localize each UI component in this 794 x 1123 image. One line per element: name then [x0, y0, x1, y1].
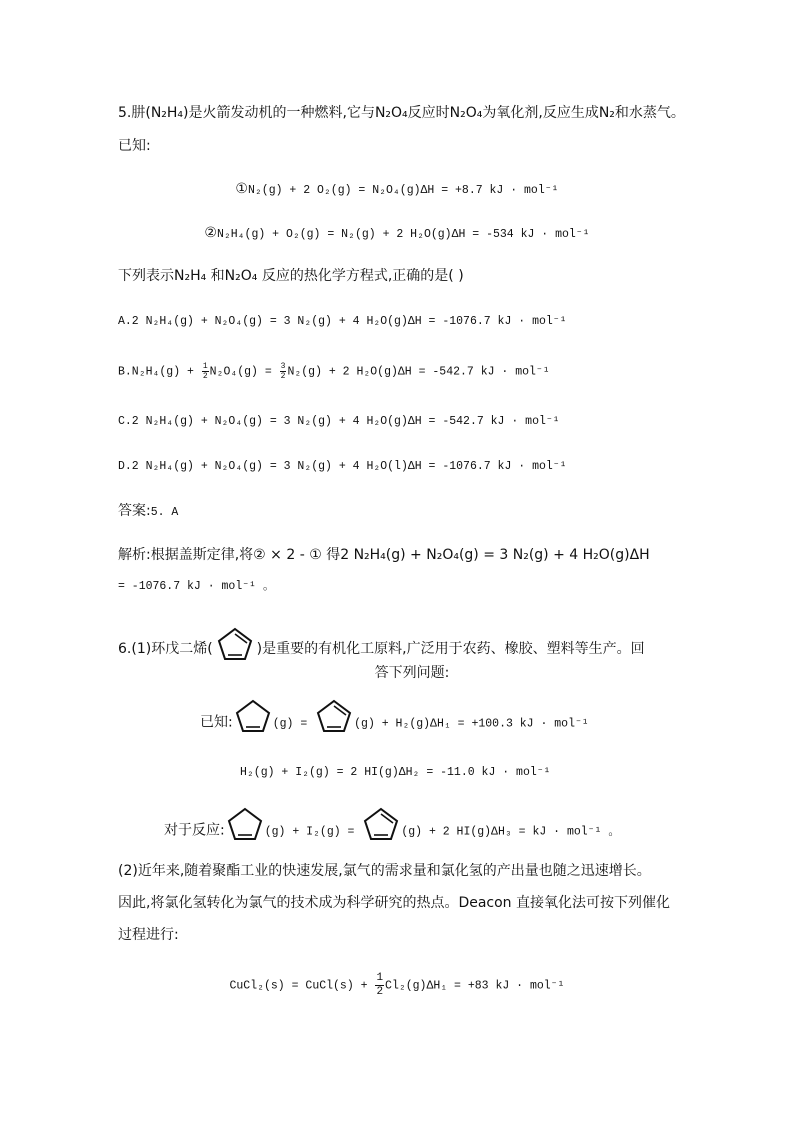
answer-label: 答案: — [118, 503, 151, 519]
q5-analysis-line1: 解析:根据盖斯定律,将② × 2 - ① 得2 N₂H₄(g) + N₂O₄(g) = 3 N₂(g) + 4 H₂O(g)ΔH — [118, 547, 650, 563]
known-eq1-part2: (g) + H₂(g)ΔH₁ = +100.3 kJ · mol⁻¹ — [354, 717, 589, 731]
option-d: D.2 N₂H₄(g) + N₂O₄(g) = 3 N₂(g) + 4 H₂O(l)ΔH = -1076.7 kJ · mol⁻¹ — [118, 460, 567, 473]
fraction-three-halves — [280, 362, 287, 381]
q5-stem-line2: 已知: — [118, 138, 151, 154]
eq1-number: ① — [235, 181, 248, 197]
cyclopentadiene-icon — [314, 698, 354, 734]
fraction-numerator: 3 — [280, 362, 286, 371]
answer-value: 5. A — [150, 506, 179, 519]
q6-part2-line2: 因此,将氯化氢转化为氯气的技术成为科学研究的热点。Deacon 直接氧化法可按下列催化 — [118, 895, 671, 911]
fraction-half — [375, 972, 384, 999]
q6-part1-line1 — [118, 636, 645, 662]
option-b — [118, 362, 550, 382]
q6-part2-line3: 过程进行: — [118, 927, 179, 943]
q5-stem-line1: 5.肼(N₂H₄)是火箭发动机的一种燃料,它与N₂O₄反应时N₂O₄为氧化剂,反应生成N₂和水蒸气。 — [118, 105, 685, 121]
q6-cucl2-equation — [0, 972, 794, 999]
fraction-denominator: 2 — [202, 372, 208, 381]
known-eq1-part1: (g) = — [272, 717, 315, 731]
option-c: C.2 N₂H₄(g) + N₂O₄(g) = 3 N₂(g) + 4 H₂O(g)ΔH = -542.7 kJ · mol⁻¹ — [118, 415, 560, 428]
q6-part2-line1: (2)近年来,随着聚酯工业的快速发展,氯气的需求量和氯化氢的产出量也随之迅速增长。 — [118, 863, 651, 879]
option-b-part2: N₂O₄(g) = — [209, 365, 279, 379]
fraction-half — [202, 362, 209, 381]
q6-reaction-3 — [164, 820, 620, 842]
cucl2-part2: Cl₂(g)ΔH₁ = +83 kJ · mol⁻¹ — [385, 979, 565, 993]
eq2-text: N₂H₄(g) + O₂(g) = N₂(g) + 2 H₂O(g)ΔH = -534 kJ · mol⁻¹ — [216, 228, 590, 241]
reaction-part1: (g) + I₂(g) = — [264, 825, 362, 839]
reaction-label: 对于反应: — [164, 822, 225, 839]
q5-equation-1 — [0, 180, 794, 200]
known-label: 已知: — [200, 714, 233, 731]
option-b-part3: N₂(g) + 2 H₂O(g)ΔH = -542.7 kJ · mol⁻¹ — [287, 365, 550, 379]
cyclopentene-icon — [233, 698, 273, 734]
cyclopentadiene-icon — [361, 806, 401, 842]
q5-answer — [118, 502, 178, 522]
fraction-numerator: 1 — [376, 972, 384, 984]
fraction-denominator: 2 — [280, 372, 286, 381]
q5-analysis-line2: = -1076.7 kJ · mol⁻¹ 。 — [118, 580, 275, 593]
fraction-denominator: 2 — [376, 986, 384, 998]
option-b-part1: B.N₂H₄(g) + — [118, 365, 201, 379]
q6-part1-pre: 6.(1)环戊二烯( — [118, 641, 213, 657]
reaction-part2: (g) + 2 HI(g)ΔH₃ = kJ · mol⁻¹ 。 — [401, 825, 620, 839]
q6-known-eq1 — [200, 712, 589, 734]
q5-equation-2 — [0, 224, 794, 244]
eq1-text: N₂(g) + 2 O₂(g) = N₂O₄(g)ΔH = +8.7 kJ · mol⁻¹ — [247, 184, 559, 197]
cucl2-part1: CuCl₂(s) = CuCl(s) + — [229, 979, 375, 993]
fraction-numerator: 1 — [202, 362, 208, 371]
option-a: A.2 N₂H₄(g) + N₂O₄(g) = 3 N₂(g) + 4 H₂O(g)ΔH = -1076.7 kJ · mol⁻¹ — [118, 315, 567, 328]
q6-known-eq2: H₂(g) + I₂(g) = 2 HI(g)ΔH₂ = -11.0 kJ · mol⁻¹ — [240, 766, 551, 779]
cyclopentene-icon — [225, 806, 265, 842]
q6-part1-post: )是重要的有机化工原料,广泛用于农药、橡胶、塑料等生产。回 — [256, 641, 645, 657]
eq2-number: ② — [204, 225, 217, 241]
q5-question: 下列表示N₂H₄ 和N₂O₄ 反应的热化学方程式,正确的是( ) — [118, 268, 464, 284]
cyclopentadiene-icon — [215, 626, 255, 662]
q6-part1-line2: 答下列问题: — [374, 665, 450, 681]
